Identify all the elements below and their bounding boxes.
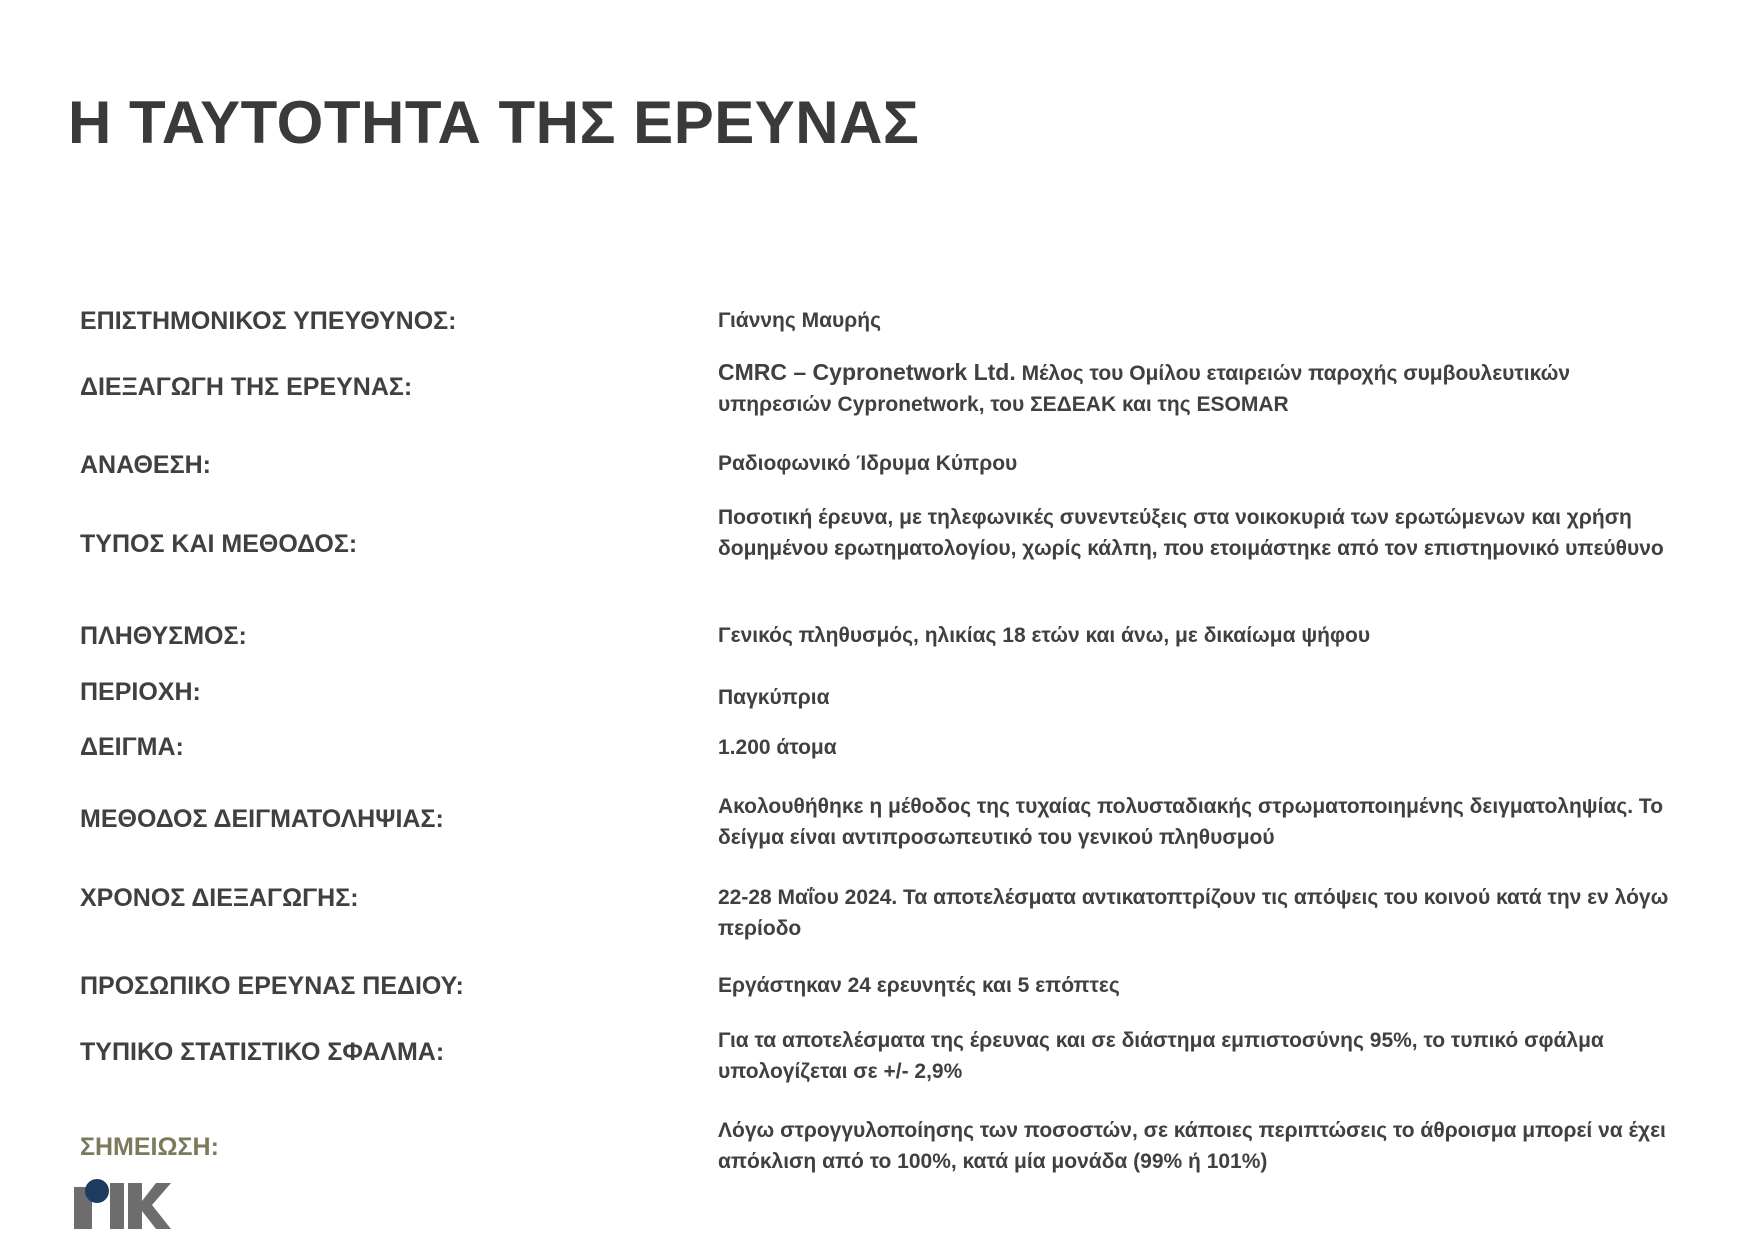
label-population: ΠΛΗΘΥΣΜΟΣ:	[80, 622, 247, 650]
label-type-method: ΤΥΠΟΣ ΚΑΙ ΜΕΘΟΔΟΣ:	[80, 530, 358, 558]
value-population: Γενικός πληθυσμός, ηλικίας 18 ετών και άνω, με δικαίωμα ψήφου	[718, 624, 1371, 647]
value-scientific-lead: Γιάννης Μαυρής	[718, 309, 881, 332]
label-note: ΣΗΜΕΙΩΣΗ:	[80, 1133, 219, 1161]
value-sampling-method: Ακολουθήθηκε η μέθοδος της τυχαίας πολυσταδιακής στρωματοποιημένης δειγματοληψίας. Το δείγμα είναι αντιπροσωπευτικό του γενικού πληθυσμού	[718, 795, 1664, 849]
value-field-staff: Εργάστηκαν 24 ερευνητές και 5 επόπτες	[718, 974, 1120, 997]
label-scientific-lead: ΕΠΙΣΤΗΜΟΝΙΚΟΣ ΥΠΕΥΘΥΝΟΣ:	[80, 307, 457, 335]
value-conduct-org: CMRC – Cypronetwork Ltd.	[718, 359, 1016, 385]
value-date: 22-28 Μαΐου 2024. Τα αποτελέσματα αντικατοπτρίζουν τις απόψεις του κοινού κατά την εν λόγω περίοδο	[718, 886, 1669, 940]
label-standard-error: ΤΥΠΙΚΟ ΣΤΑΤΙΣΤΙΚΟ ΣΦΑΛΜΑ:	[80, 1038, 445, 1066]
rik-logo-dot	[85, 1179, 109, 1203]
value-conduct-text: Μέλος του Ομίλου εταιρειών παροχής συμβουλευτικών υπηρεσιών Cypronetwork, του ΣΕΔΕΑΚ και της ESOMAR	[718, 362, 1571, 416]
value-commission: Ραδιοφωνικό Ίδρυμα Κύπρου	[718, 452, 1018, 475]
rik-logo-letter-k	[128, 1183, 171, 1229]
value-note: Λόγω στρογγυλοποίησης των ποσοστών, σε κάποιες περιπτώσεις το άθροισμα μπορεί να έχει απόκλιση από το 100%, κατά μία μονάδα (99% ή 101%)	[718, 1119, 1666, 1173]
value-conduct	[718, 357, 1678, 420]
label-sampling-method: ΜΕΘΟΔΟΣ ΔΕΙΓΜΑΤΟΛΗΨΙΑΣ:	[80, 805, 444, 833]
label-date: ΧΡΟΝΟΣ ΔΙΕΞΑΓΩΓΗΣ:	[80, 884, 359, 912]
value-region: Παγκύπρια	[718, 686, 830, 709]
rik-logo-letter-i	[110, 1183, 124, 1229]
label-field-staff: ΠΡΟΣΩΠΙΚΟ ΕΡΕΥΝΑΣ ΠΕΔΙΟΥ:	[80, 972, 464, 1000]
rik-logo	[72, 1175, 172, 1231]
label-region: ΠΕΡΙΟΧΗ:	[80, 678, 201, 706]
value-type-method: Ποσοτική έρευνα, με τηλεφωνικές συνεντεύξεις στα νοικοκυριά των ερωτώμενων και χρήση δομημένου ερωτηματολογίου, χωρίς κάλπη, που ετοιμάστηκε από τον επιστημονικό υπεύθυνο	[718, 506, 1664, 560]
label-sample: ΔΕΙΓΜΑ:	[80, 733, 184, 761]
value-standard-error: Για τα αποτελέσματα της έρευνας και σε διάστημα εμπιστοσύνης 95%, το τυπικό σφάλμα υπολογίζεται σε +/- 2,9%	[718, 1029, 1604, 1083]
page-title: Η ΤΑΥΤΟΤΗΤΑ ΤΗΣ ΕΡΕΥΝΑΣ	[68, 89, 920, 156]
label-conduct: ΔΙΕΞΑΓΩΓΗ ΤΗΣ ΕΡΕΥΝΑΣ:	[80, 373, 413, 401]
value-sample: 1.200 άτομα	[718, 736, 837, 759]
label-commission: ΑΝΑΘΕΣΗ:	[80, 451, 211, 479]
